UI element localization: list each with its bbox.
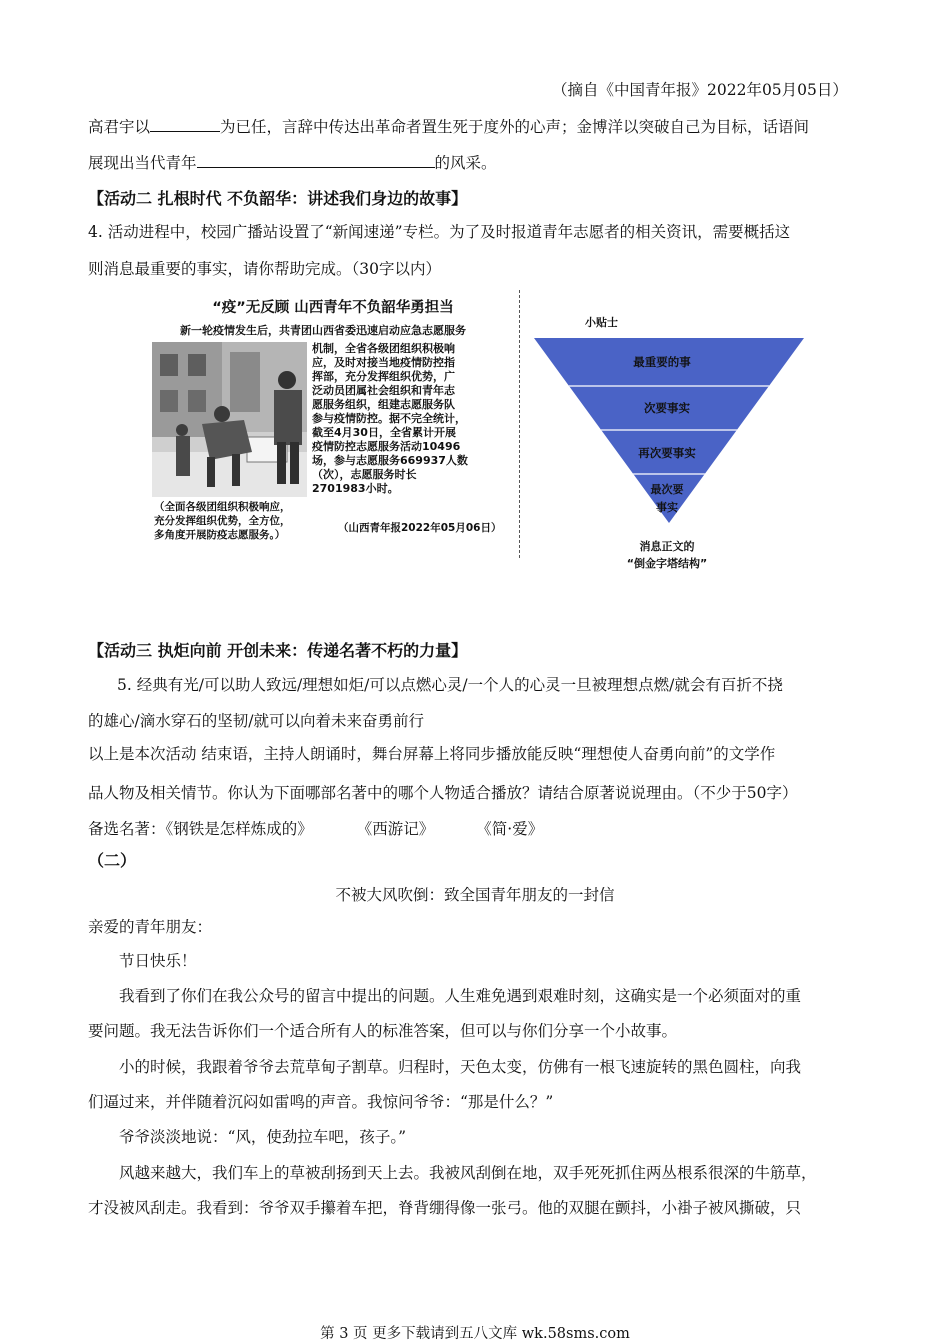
pyramid-level-2: 次要事实 bbox=[644, 401, 690, 415]
news-title: “疫”无反顾 山西青年不负韶华勇担当 bbox=[212, 300, 454, 316]
letter-title: 不被大风吹倒：致全国青年朋友的一封信 bbox=[335, 886, 615, 904]
figure-divider bbox=[519, 290, 520, 558]
book-option-3: 《简·爱》 bbox=[476, 820, 544, 838]
book-option-2: 《西游记》 bbox=[356, 820, 435, 838]
pyramid-caption-1: 消息正文的 bbox=[639, 540, 695, 553]
news-photo bbox=[152, 342, 307, 497]
page-footer: 第 3 页 更多下载请到五八文库 wk.58sms.com bbox=[320, 1326, 630, 1342]
inverted-pyramid-figure bbox=[530, 310, 810, 575]
volunteers-photo-graphic bbox=[152, 342, 307, 497]
q5-book-options bbox=[88, 819, 543, 839]
q4-line-2: 则消息最重要的事实，请你帮助完成。（30字以内） bbox=[88, 260, 441, 278]
answer-blank-1[interactable] bbox=[150, 117, 220, 132]
answer-blank-2[interactable] bbox=[197, 153, 435, 168]
letter-p1: 节日快乐！ bbox=[119, 952, 197, 970]
inverted-pyramid-diagram bbox=[530, 310, 810, 575]
q4-line-1: 4. 活动进程中，校园广播站设置了“新闻速递”专栏。为了及时报道青年志愿者的相关资讯，需要概括这 bbox=[88, 223, 791, 241]
section-two-label: （二） bbox=[88, 851, 137, 870]
news-source: （山西青年报2022年05月06日） bbox=[338, 522, 502, 534]
book-option-1: 《钢铁是怎样炼成的》 bbox=[165, 820, 313, 838]
letter-p2-line2: 要问题。我无法告诉你们一个适合所有人的标准答案，但可以与你们分享一个小故事。 bbox=[88, 1022, 678, 1040]
letter-p2-line1: 我看到了你们在我公众号的留言中提出的问题。人生难免遇到艰难时刻，这确实是一个必须面对的重 bbox=[119, 987, 802, 1005]
letter-p5-line1: 风越来越大，我们车上的草被刮扬到天上去。我被风刮倒在地，双手死死抓住两丛根系很深的牛筋草， bbox=[119, 1164, 817, 1182]
q5-line-3: 以上是本次活动 结束语，主持人朗诵时，舞台屏幕上将同步播放能反映“理想使人奋勇向前”的文学作 bbox=[88, 745, 776, 763]
books-label: 备选名著： bbox=[88, 820, 166, 838]
q5-line-2: 的雄心/滴水穿石的坚韧/就可以向着未来奋勇前行 bbox=[88, 712, 424, 730]
pyramid-level-1: 最重要的事 bbox=[633, 355, 691, 369]
activity2-heading: 【活动二 扎根时代 不负韶华：讲述我们身边的故事】 bbox=[88, 189, 468, 208]
fill-blank-line-1: 高君宇以 为已任，言辞中传达出革命者置生死于度外的心声；金博洋以突破自己为目标，话语间 bbox=[88, 118, 810, 136]
news-body: 机制，全省各级团组织积极响 应，及时对接当地疫情防控指 挥部，充分发挥组织优势，广 泛动员团属社会组织和青年志 愿服务组织，组建志愿服务队 参与疫情防控。据不完全统计， 截至4月30日，全省累计开展 疫情防控志愿服务活动10496 场，参与志愿服务669937人数 （次），志愿服务时长 2701983小时。 bbox=[312, 342, 468, 495]
source-line: （摘自《中国青年报》2022年05月05日） bbox=[552, 81, 848, 99]
q5-line-1: 5. 经典有光/可以助人致远/理想如炬/可以点燃心灵/一个人的心灵一旦被理想点燃/就会有百折不挠 bbox=[117, 676, 783, 694]
q5-line-4: 品人物及相关情节。你认为下面哪部名著中的哪个人物适合播放？请结合原著说说理由。（不少于50字） bbox=[88, 784, 798, 802]
fill-blank-line-2: 展现出当代青年 的风采。 bbox=[88, 154, 497, 172]
letter-salutation: 亲爱的青年朋友： bbox=[88, 918, 213, 936]
letter-p4: 爷爷淡淡地说：“风，使劲拉车吧，孩子。” bbox=[119, 1128, 407, 1146]
letter-p5-line2: 才没被风刮走。我看到：爷爷双手攥着车把，脊背绷得像一张弓。他的双腿在颤抖，小褂子被风撕破，只 bbox=[88, 1199, 802, 1217]
news-clipping bbox=[152, 292, 514, 562]
tip-label: 小贴士 bbox=[585, 316, 618, 329]
pyramid-level-3: 再次要事实 bbox=[638, 446, 696, 460]
pyramid-caption-2: “倒金字塔结构” bbox=[626, 557, 708, 570]
letter-p3-line1: 小的时候，我跟着爷爷去荒草甸子割草。归程时，天色太变，仿佛有一根飞速旋转的黑色圆柱，向我 bbox=[119, 1058, 802, 1076]
pyramid-level-4: 最次要 bbox=[650, 483, 684, 496]
letter-p3-line2: 们逼过来，并伴随着沉闷如雷鸣的声音。我惊问爷爷：“那是什么？” bbox=[88, 1093, 554, 1111]
photo-caption: （全面各级团组织积极响应， 充分发挥组织优势，全方位， 多角度开展防疫志愿服务。） bbox=[154, 501, 291, 541]
pyramid-level-4-cont: 事实 bbox=[656, 501, 678, 514]
activity3-heading: 【活动三 执炬向前 开创未来：传递名著不朽的力量】 bbox=[88, 641, 468, 660]
news-lead: 新一轮疫情发生后，共青团山西省委迅速启动应急志愿服务 bbox=[180, 324, 466, 337]
